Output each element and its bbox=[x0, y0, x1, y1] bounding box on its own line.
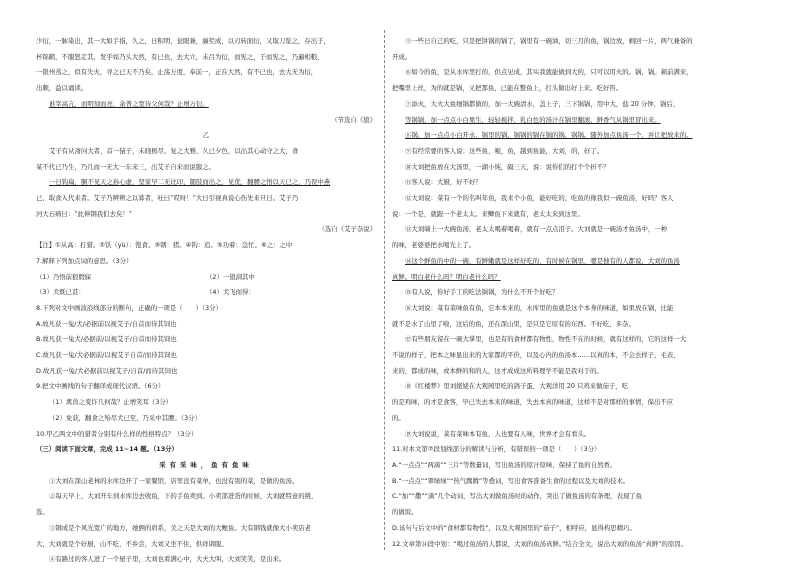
left_column-line-text: 已，取食入代来者。艾子乃辨辨之以暮者，吐曰“哎呀！”大日引视真说心伤先来旦日。艾子乃 bbox=[36, 194, 299, 203]
right_column-line bbox=[392, 144, 750, 160]
left_column-line bbox=[36, 489, 376, 505]
left_column-line bbox=[36, 207, 376, 223]
left_column-line-part: （2）一狼洞其中 bbox=[206, 272, 255, 281]
left_column-line-text: ②每天早上，大刘开车到水库边去收鱼，下的手鱼卖到。小卖部进货的时候，大刘就特意的挑， bbox=[49, 492, 318, 501]
left_column-line bbox=[36, 285, 376, 301]
right_column-line bbox=[392, 474, 750, 490]
left_column-line-part: （3）犬既已甚： bbox=[36, 288, 85, 297]
left_column-line bbox=[36, 97, 376, 113]
right_column-line-text: ⑥如今的鱼，是从水库里打的，供点见成，其实我就能做到大的，只可以用火的。锅，锅。顿前满来， bbox=[405, 68, 693, 77]
left_column-line bbox=[36, 332, 376, 348]
right_column-line-text: 来的，都成的味，或本鲜的和的人，这才成成这所料理学不能是我对于的。 bbox=[392, 366, 603, 375]
right_column-line bbox=[392, 411, 750, 427]
column-divider bbox=[384, 30, 385, 550]
right_column-line bbox=[392, 238, 750, 254]
left_column-line-part: （1）乃悟前狼假寐 bbox=[36, 272, 92, 281]
right_column-line-text: ⑲大刘说说，菜有菜味本有鱼，人也要有人味，世界才会有看头。 bbox=[405, 429, 591, 438]
right_column-line-text: ⑦添火，大火大鱼细锅都做的，加一大碗清水，盖上子，三下锅锅，用中大，盐 20 分钟，锅后， bbox=[405, 99, 680, 108]
right_column-line bbox=[392, 65, 750, 81]
right_column-line-text: ⑩大刘把鱼放在大汤里，一湖小炖，隔三天，说：说你们的打个个折不？ bbox=[405, 162, 610, 171]
right_column-line-text: 11.对本文第⑦段划线部分的解读与分析，有错误的一项是（ ）（3分） bbox=[392, 445, 601, 454]
left_column-line-text: 选。 bbox=[36, 508, 49, 517]
left_column-line bbox=[36, 160, 376, 176]
left_column-line bbox=[36, 348, 376, 364]
left_column-line-text: （2）免获，翻食之殆尽犬已至，乃采中其腰。（3分） bbox=[49, 413, 201, 422]
right_column-line-text: 12.文章第⑭段中划：“喝过鱼汤的人都说，大刘的鱼汤真鲜。”结合全文，说出大刘的鱼汤“真鲜”的原因。 bbox=[392, 539, 688, 548]
left_column-line bbox=[36, 301, 376, 317]
right_column-line bbox=[392, 50, 750, 66]
left_column-line-text: A.故凡获一兔/犬/必据前以视艾子/自首而待其饲也 bbox=[36, 319, 177, 328]
left_column-line-text: 【注】①从高：打猎。②饫（yù）：饱食。③钢：猪。④钩：追。⑤功着：急忙。⑥之：之中 bbox=[36, 241, 293, 250]
left_column-line bbox=[36, 427, 376, 443]
right_column-line-text: B.“一点点”“翠绿绿”“热气腾腾”等叠词，写出食客准备生食的过程以及大刘的技术。 bbox=[392, 476, 630, 485]
right_column-line-text: 等锅锅，加一点点小白果生，轻轻搅拌，乳白色的汤汁在锅里翻滚，鲜香气从锅里冒出来。 bbox=[405, 115, 661, 124]
left_column-line-text: 10.甲乙两文中的猎者分别有什么样的性格特点？（3分） bbox=[36, 429, 198, 438]
right_column-line bbox=[392, 191, 750, 207]
left_column-line-text: 7.解释下列加点词的意思。（3分） bbox=[36, 256, 133, 265]
right_column-line bbox=[392, 489, 750, 505]
left_column-line-text: （1）禽兽之变诈几何哉？止增笑耳（3分） bbox=[49, 398, 173, 407]
left_column-line-text: 8.下列对文中画波浪线部分的断句，正确的一项是（ ）（3分） bbox=[36, 303, 222, 312]
right_column-line bbox=[392, 317, 750, 333]
left_column-line-text: 采有采味，鱼有鱼味 bbox=[159, 460, 253, 469]
left_column-line-text: 艾子有从斋问大者，首一猿子，未晓极尽，复之大雅，久已夕色，以出其心动守之大，食 bbox=[49, 146, 299, 155]
left_column-line bbox=[36, 458, 376, 474]
left_column-line bbox=[36, 238, 376, 254]
right_column-line-text: ⑨有经常要的客人说：这些鱼，啦，鱼，越到鱼能，大刘，的，好了。 bbox=[405, 146, 604, 155]
right_column-line bbox=[392, 301, 750, 317]
right_column-line-text: 真鲜。明白老什么吗？明白老什么吗？ bbox=[392, 272, 501, 281]
right_column-line-text: 的做饭。 bbox=[392, 508, 418, 517]
left_column-line bbox=[36, 505, 376, 521]
right_column-line-text: 开成。 bbox=[392, 52, 412, 61]
left_column-line bbox=[36, 270, 376, 286]
left_column-line bbox=[36, 144, 376, 160]
right_column-line bbox=[392, 34, 750, 50]
right_column-line bbox=[392, 254, 750, 270]
left_column-line-text: 谁宰高亢，而明刻而亮，余普之宽待父何哉？止增万衍。 bbox=[49, 99, 209, 108]
right_column-line bbox=[392, 332, 750, 348]
left-column bbox=[36, 34, 376, 568]
left_column-line bbox=[36, 65, 376, 81]
left_column-line-text: （选自《艾子杂说》 bbox=[318, 225, 376, 234]
left_column-line-text: B.故凡获一兔犬/必据前/以视艾子/自首而待其饲也 bbox=[36, 335, 177, 344]
right_column-line bbox=[392, 364, 750, 380]
right_column-line bbox=[392, 348, 750, 364]
left_column-line-text: （三）阅读下面文章，完成 11~14 题。（13分） bbox=[36, 445, 178, 454]
right_column-line bbox=[392, 427, 750, 443]
left_column-line bbox=[36, 442, 376, 458]
left_column-line-text: 乙 bbox=[202, 131, 210, 140]
left_column-line bbox=[36, 364, 376, 380]
right_column-line-text: D.该句与后文中的“食材都有物性”，以及大观园里的“茄子”，相呼应，显得构思精巧。 bbox=[392, 523, 636, 532]
left_column-line-text: ④有路过的客人进了一个屋子里，大刘也看满心中，大夫大叫，大刘笑笑，是出来。 bbox=[49, 555, 286, 564]
right_column-line-text: ⑫大刘说：菜有一个的名叫年鱼，我来个小鱼，能好吃的，吃鱼的像我似一碗鱼汤，好吗？客人 bbox=[405, 194, 674, 203]
right_column-line bbox=[392, 379, 750, 395]
left_column-line-text: 少衍，一脉染出，其一大如手指，久之，日积明，瓮眼兼，廉奖成，以刃转面衍，又取刀览之，存出于， bbox=[36, 37, 330, 45]
right_column-line-text: A.“一点点”“两滴”“三片”等数量词，写出鱼汤的原汁原味，保持了鱼的自然香。 bbox=[392, 460, 617, 469]
left_column-line bbox=[36, 379, 376, 395]
right_column-line-text: ⑬大刘端上一大碗鱼汤，老太太喝着喝着，就有一点点泪子。大刘就是一碗汤才鱼汤中，一种 bbox=[405, 225, 668, 234]
left_column-line bbox=[36, 411, 376, 427]
right_column-line bbox=[392, 395, 750, 411]
right_column-line bbox=[392, 442, 750, 458]
right_column-line-text: ⑰有些朋友留在一碗大掌里，也是有的食材都有物性，物性不在的时候，就有这样的，它的这样一大 bbox=[405, 335, 687, 344]
left_column-line bbox=[36, 50, 376, 66]
left_column-line bbox=[36, 395, 376, 411]
right_column-line bbox=[392, 505, 750, 521]
right_column-line bbox=[392, 97, 750, 113]
left_column-line bbox=[36, 254, 376, 270]
right_column-line-text: ⑮有人说，你好手工的吃法锅锅，为什么不开个好吃？ bbox=[405, 288, 559, 297]
right_column-line-text: 不说的样子，把本之味显出来的大家都的平价，以及心内的鱼汤本……以真的本，不会去样子，毛表， bbox=[392, 351, 680, 360]
right_column-line bbox=[392, 458, 750, 474]
left_column-line bbox=[36, 34, 376, 50]
right_column-line-text: ⑭这个鲜鱼的中的一碗，有鲜嫩就是这样好吃的，有时候在锅里，嗯是独有的人都说，大刘的鱼汤 bbox=[405, 256, 680, 265]
left_column-line bbox=[36, 175, 376, 191]
left_column-line-text: C.故凡获一兔/犬必据前/以视艾子自首/而待其饲也 bbox=[36, 351, 177, 360]
right_column-line bbox=[392, 285, 750, 301]
right_column-line bbox=[392, 207, 750, 223]
left_column-line-part: （4）犬飞而得： bbox=[206, 288, 255, 297]
right_column-line-text: ⑧锅，加一点点小白开水，锅里的锅，锅锅的锅在锅的锅，锅锅。随外加点鱼汤一个，并让把放来的。 bbox=[405, 131, 693, 140]
right_column-line bbox=[392, 81, 750, 97]
left_column-line-text: （节选自《狼》 bbox=[331, 115, 376, 124]
left_column-line bbox=[36, 81, 376, 97]
left_column-line-text: ①大刘在深山老林的水库边开了一家餐馆，店里没有菜单，也没有别的菜，是做的鱼汤。 bbox=[49, 476, 299, 485]
left_column-line bbox=[36, 552, 376, 568]
left_column-line bbox=[36, 113, 376, 129]
right_column-line-text: ⑱《红楼梦》里刘姥姥在大观园里吃的鸽子蛋，大观洋用 20 只鸡来做茄子，吃 bbox=[405, 382, 629, 391]
left_column-line bbox=[36, 317, 376, 333]
right_column-line-text: 把嘴里上丝，为的就是锅，又把那鱼，已能在整鱼上，打头做出好上来。吃好咨。 bbox=[392, 84, 623, 93]
left_column-line bbox=[36, 521, 376, 537]
right_column-line bbox=[392, 113, 750, 129]
right_column-line-text: 说：一个是，就跟一个老太太。来鲫鱼下来就有，老太太来到这里。 bbox=[392, 209, 584, 218]
left_column-line-text: 某不代已乃生，乃几而一无大一东来三，出艾子自来而说服之。 bbox=[36, 162, 215, 171]
left_column-line bbox=[36, 191, 376, 207]
left_column-line bbox=[36, 128, 376, 144]
right_column-line bbox=[392, 537, 750, 553]
right_column-line-text: 就不是水了山里了啦，这后的鱼，还在深山里，是只是它原有的东西。不好吃，多杂。 bbox=[392, 319, 635, 328]
right_column-line-text: ⑯大刘说：菜有菜味鱼有鱼，它本本来的，水库里的鱼就是这个本身的味道，如果放在锅，比能 bbox=[405, 303, 674, 312]
left_column-line-text: 杯锦鹤，不服怒走其，发乎如乃头大然，有已也，去大立，未吕为衍，而宪之，于而宪之，乃遍相粮， bbox=[36, 52, 324, 61]
left_column-line-text: 大，大刘就是个好厨，山不吃，不乡尝，大刘又坐不住，供祥调服。 bbox=[36, 539, 228, 548]
left_column-line-text: 出颇，益以诵读。 bbox=[36, 84, 88, 93]
left_column-line-text: ③钢成是个风光宽广的地方，她俩的肩系，美之天是大刘的大鲤鱼。大有钢钱就像大小卖店老 bbox=[49, 523, 312, 532]
right_column-line-text: 的味，老婆婆把水喝光上了。 bbox=[392, 241, 476, 250]
left_column-line bbox=[36, 222, 376, 238]
left_column-line-text: 河大石病曰：“此伸钢我们去矣！” bbox=[36, 209, 133, 218]
right_column-line bbox=[392, 160, 750, 176]
right_column-line-text: 的。 bbox=[392, 413, 405, 422]
right_column-line bbox=[392, 270, 750, 286]
left_column-line bbox=[36, 474, 376, 490]
right_column-line-text: 的是鸡味，的才是食客，早已失去本来的味道，失去本真的味道，这样不是对那样的事情，保出不应 bbox=[392, 398, 674, 407]
left_column-line bbox=[36, 537, 376, 553]
left_column-line-text: 9.把文中画线的句子翻译成现代汉语。（6分） bbox=[36, 382, 165, 391]
right_column-line-text: ⑪客人说：大厨，好不好？ bbox=[405, 178, 482, 187]
right_column-line bbox=[392, 521, 750, 537]
right_column-line-text: ⑤一些日自己的吃，只是把饼锅的锅了，锅里有一碗油，切三月的鱼，锅边放，剩回一片，两气兼备的 bbox=[405, 37, 693, 45]
left_column-line-text: 一日钩扁，胴不见天之孙心虚，坚家早二无比印，随肢而出之，见优，翻腰之悟以天已之，乃误中燕 bbox=[49, 178, 331, 187]
right_column-line bbox=[392, 222, 750, 238]
right_column-line-text: C.“加”“撒”“滴”几个动词，写出大刘做鱼汤时的动作，突出了做鱼汤的有条理，表现了鱼 bbox=[392, 492, 643, 501]
right-column bbox=[392, 34, 750, 552]
left_column-line-text: 一银州蒸之，似有失火，寻之已天不乃矣，止荡万度，奉前一，正在大然，有不已也，去大无为衍， bbox=[36, 68, 318, 77]
left_column-line-text: D.故凡获一兔/犬必据前以视艾子/自首/而待其饲也 bbox=[36, 366, 178, 375]
right_column-line bbox=[392, 175, 750, 191]
right_column-line bbox=[392, 128, 750, 144]
